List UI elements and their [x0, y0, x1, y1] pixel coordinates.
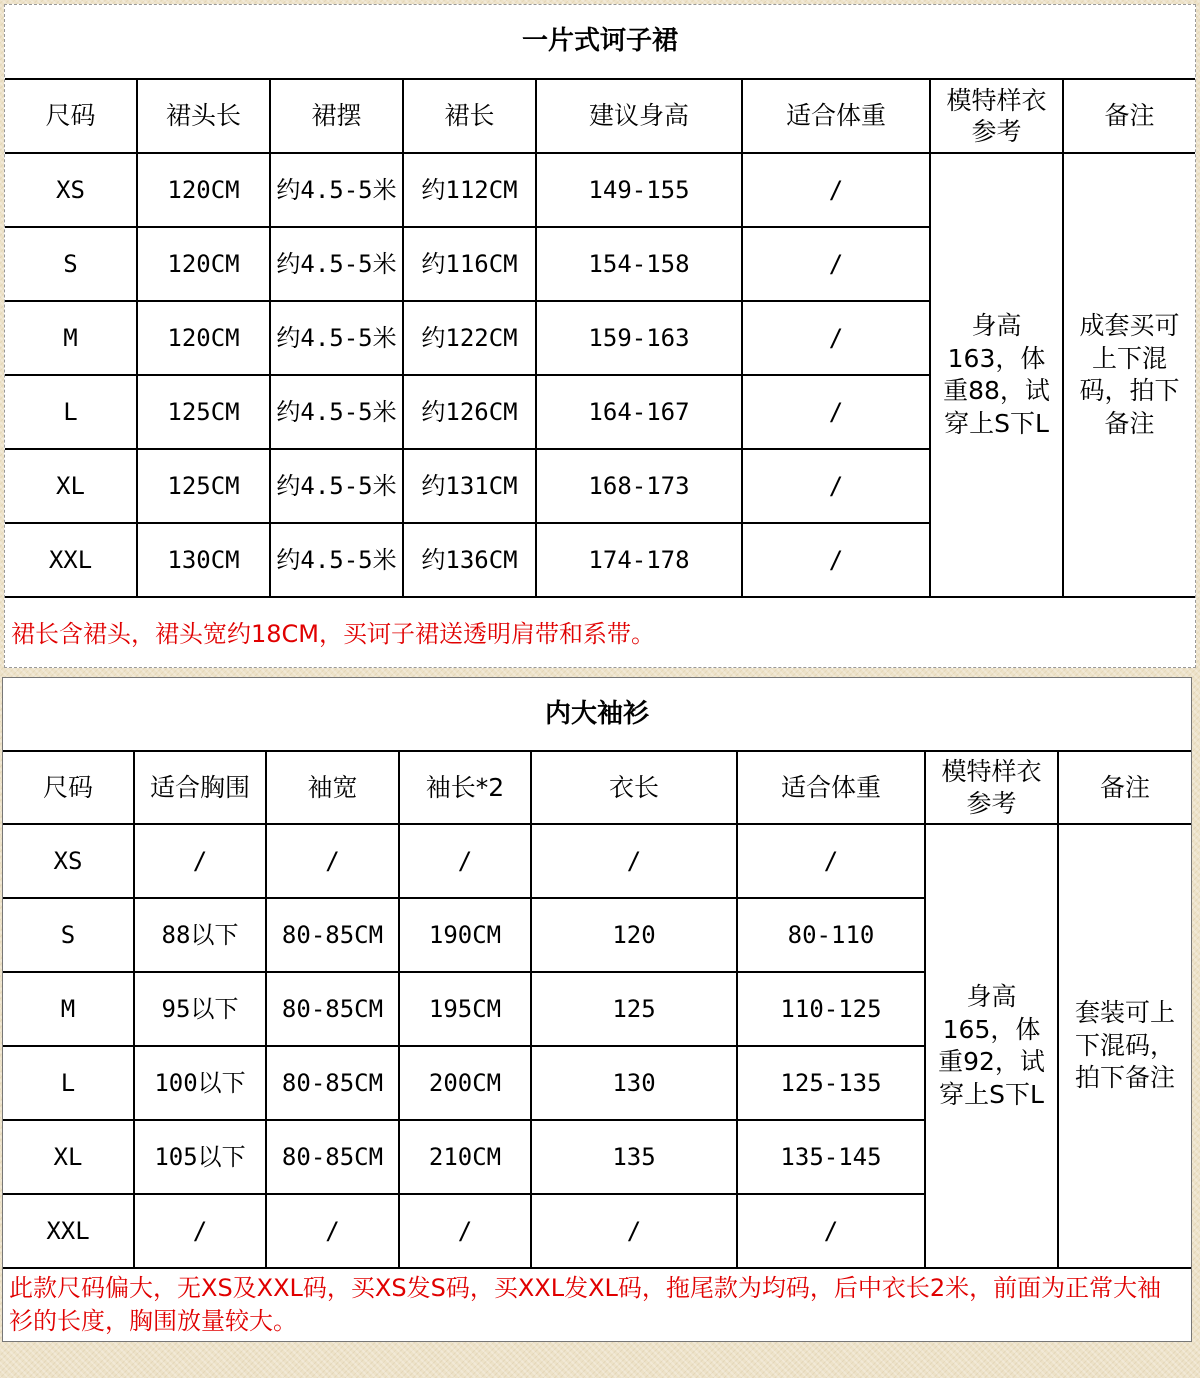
hem-cell: 约4.5-5米	[270, 523, 403, 597]
sleeve-length-cell: 190CM	[399, 898, 531, 972]
skirt-length-cell: 约131CM	[403, 449, 536, 523]
weight-cell: 135-145	[737, 1120, 925, 1194]
hem-cell: 约4.5-5米	[270, 375, 403, 449]
height-cell: 159-163	[536, 301, 742, 375]
skirt-header-row	[5, 79, 1195, 153]
weight-cell: 125-135	[737, 1046, 925, 1120]
height-cell: 174-178	[536, 523, 742, 597]
header-cell: 适合体重	[742, 79, 930, 153]
size-cell: S	[3, 898, 134, 972]
skirt-size-panel	[4, 4, 1196, 668]
height-cell: 154-158	[536, 227, 742, 301]
weight-cell: /	[737, 824, 925, 898]
skirt-length-cell: 约116CM	[403, 227, 536, 301]
waist-length-cell: 125CM	[137, 375, 270, 449]
header-cell: 适合体重	[737, 751, 925, 824]
waist-length-cell: 130CM	[137, 523, 270, 597]
chest-cell: 95以下	[134, 972, 266, 1046]
garment-length-cell: 135	[531, 1120, 737, 1194]
header-cell: 建议身高	[536, 79, 742, 153]
weight-cell: /	[742, 523, 930, 597]
skirt-length-cell: 约126CM	[403, 375, 536, 449]
sleeve-width-cell: 80-85CM	[266, 972, 399, 1046]
header-cell: 裙摆	[270, 79, 403, 153]
hem-cell: 约4.5-5米	[270, 449, 403, 523]
sleeve-length-cell: 195CM	[399, 972, 531, 1046]
header-cell: 尺码	[5, 79, 137, 153]
weight-cell: /	[742, 301, 930, 375]
size-cell: XXL	[5, 523, 137, 597]
hem-cell: 约4.5-5米	[270, 301, 403, 375]
chest-cell: 105以下	[134, 1120, 266, 1194]
sleeve-width-cell: 80-85CM	[266, 1120, 399, 1194]
size-cell: XL	[3, 1120, 134, 1194]
waist-length-cell: 120CM	[137, 301, 270, 375]
height-cell: 164-167	[536, 375, 742, 449]
skirt-size-table	[5, 5, 1195, 671]
sleeve-width-cell: /	[266, 824, 399, 898]
hem-cell: 约4.5-5米	[270, 227, 403, 301]
chest-cell: /	[134, 824, 266, 898]
size-cell: L	[3, 1046, 134, 1120]
garment-length-cell: /	[531, 1194, 737, 1268]
weight-cell: /	[742, 227, 930, 301]
model-reference-cell: 身高163，体重88，试穿上S下L	[930, 153, 1063, 597]
header-cell: 适合胸围	[134, 751, 266, 824]
waist-length-cell: 120CM	[137, 153, 270, 227]
height-cell: 168-173	[536, 449, 742, 523]
model-reference-cell: 身高165，体重92，试穿上S下L	[925, 824, 1058, 1268]
weight-cell: /	[737, 1194, 925, 1268]
sleeve-length-cell: /	[399, 1194, 531, 1268]
shirt-size-table	[3, 678, 1191, 1340]
garment-length-cell: 120	[531, 898, 737, 972]
garment-length-cell: 125	[531, 972, 737, 1046]
shirt-note: 此款尺码偏大，无XS及XXL码，买XS发S码，买XXL发XL码，拖尾款为均码，后中衣长2米，前面为正常大袖衫的长度，胸围放量较大。	[3, 1268, 1191, 1340]
shirt-table-title: 内大袖衫	[3, 678, 1191, 751]
waist-length-cell: 125CM	[137, 449, 270, 523]
chest-cell: /	[134, 1194, 266, 1268]
shirt-header-row	[3, 751, 1191, 824]
header-cell: 模特样衣参考	[925, 751, 1058, 824]
header-cell: 袖宽	[266, 751, 399, 824]
size-cell: XXL	[3, 1194, 134, 1268]
size-cell: S	[5, 227, 137, 301]
remark-cell: 成套买可上下混码，拍下备注	[1063, 153, 1195, 597]
header-cell: 尺码	[3, 751, 134, 824]
hem-cell: 约4.5-5米	[270, 153, 403, 227]
skirt-length-cell: 约136CM	[403, 523, 536, 597]
weight-cell: 110-125	[737, 972, 925, 1046]
header-cell: 模特样衣参考	[930, 79, 1063, 153]
skirt-note: 裙长含裙头，裙头宽约18CM，买诃子裙送透明肩带和系带。	[5, 597, 1195, 671]
header-cell: 裙头长	[137, 79, 270, 153]
size-cell: M	[5, 301, 137, 375]
header-cell: 袖长*2	[399, 751, 531, 824]
header-cell: 衣长	[531, 751, 737, 824]
header-cell: 裙长	[403, 79, 536, 153]
skirt-length-cell: 约112CM	[403, 153, 536, 227]
chest-cell: 88以下	[134, 898, 266, 972]
sleeve-width-cell: 80-85CM	[266, 898, 399, 972]
size-cell: L	[5, 375, 137, 449]
garment-length-cell: /	[531, 824, 737, 898]
weight-cell: 80-110	[737, 898, 925, 972]
size-cell: XS	[5, 153, 137, 227]
weight-cell: /	[742, 153, 930, 227]
garment-length-cell: 130	[531, 1046, 737, 1120]
weight-cell: /	[742, 449, 930, 523]
chest-cell: 100以下	[134, 1046, 266, 1120]
sleeve-length-cell: /	[399, 824, 531, 898]
remark-cell: 套装可上下混码，拍下备注	[1058, 824, 1191, 1268]
size-cell: M	[3, 972, 134, 1046]
sleeve-width-cell: 80-85CM	[266, 1046, 399, 1120]
waist-length-cell: 120CM	[137, 227, 270, 301]
table-row	[3, 824, 1191, 898]
header-cell: 备注	[1058, 751, 1191, 824]
sleeve-width-cell: /	[266, 1194, 399, 1268]
size-cell: XS	[3, 824, 134, 898]
shirt-size-panel	[2, 677, 1192, 1342]
weight-cell: /	[742, 375, 930, 449]
skirt-table-title: 一片式诃子裙	[5, 5, 1195, 79]
header-cell: 备注	[1063, 79, 1195, 153]
table-row	[5, 153, 1195, 227]
height-cell: 149-155	[536, 153, 742, 227]
sleeve-length-cell: 210CM	[399, 1120, 531, 1194]
size-cell: XL	[5, 449, 137, 523]
sleeve-length-cell: 200CM	[399, 1046, 531, 1120]
skirt-length-cell: 约122CM	[403, 301, 536, 375]
